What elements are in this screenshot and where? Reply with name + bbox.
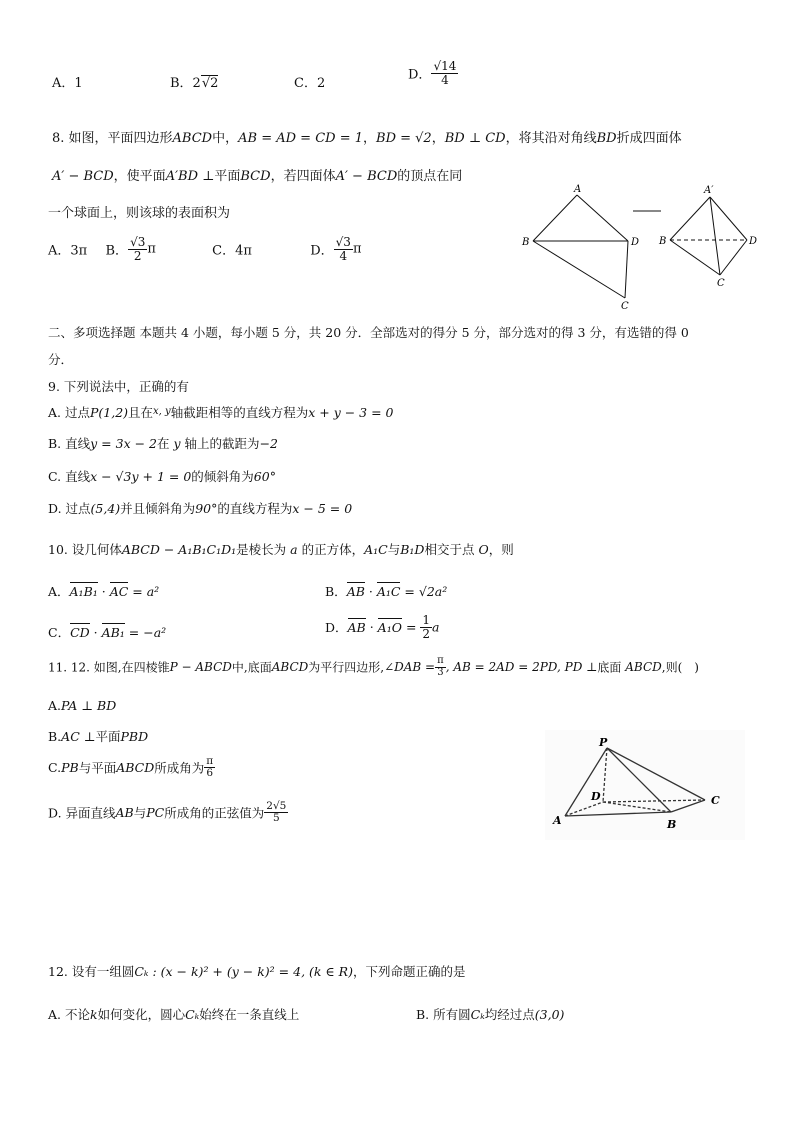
q9-text: C. 直线 bbox=[48, 469, 91, 484]
q12-math: Cₖ bbox=[470, 1007, 485, 1022]
q9-text: D. 过点 bbox=[48, 501, 91, 516]
q8-option-b-suffix: π bbox=[147, 241, 156, 257]
q10-math: ABCD − A₁B₁C₁D₁ bbox=[121, 542, 237, 557]
q8-math: BD bbox=[596, 131, 617, 146]
q11-math: P − ABCD bbox=[169, 660, 232, 674]
q10-text: 与 bbox=[387, 542, 401, 557]
q8-option-b-fraction bbox=[128, 236, 147, 262]
q10-option-c: C．CD · AB₁ = −a² bbox=[48, 625, 167, 640]
q8-figure-planar bbox=[533, 195, 628, 298]
q11-label-c: C bbox=[711, 794, 720, 807]
q10-text: 的正方体， bbox=[301, 542, 365, 557]
q8-label-c2: C bbox=[717, 278, 725, 289]
q10-math: a bbox=[290, 542, 298, 557]
q9-text: 轴截距相等的直线方程为 bbox=[170, 405, 309, 420]
q7-option-a-text: A．1 bbox=[52, 76, 83, 91]
q8-label-b2: B bbox=[659, 236, 667, 247]
q11-math: AB bbox=[115, 805, 134, 821]
q9-math: 90° bbox=[195, 501, 218, 516]
q8-option-b-denominator: 2 bbox=[133, 248, 142, 263]
q11-text: ,则( ) bbox=[661, 660, 699, 675]
q8-label-d2: D bbox=[749, 236, 758, 247]
q8-text: ，将其沿对角线 bbox=[505, 131, 597, 146]
q12-stem bbox=[48, 962, 465, 980]
q9-math: −2 bbox=[259, 436, 278, 451]
q11-text: 11. 12. 如图,在四棱锥 bbox=[48, 660, 170, 675]
q8-option-d-fraction bbox=[334, 236, 353, 262]
q11-option-c-denominator: 6 bbox=[206, 767, 214, 780]
q7-option-d bbox=[408, 60, 458, 86]
q10-vector: A₁O bbox=[377, 619, 402, 635]
q10-option-d-denominator: 2 bbox=[422, 626, 431, 641]
q9-math: x − √3y + 1 = 0 bbox=[90, 469, 192, 484]
q7-option-c-text: C．2 bbox=[294, 76, 326, 91]
q10-option-b-label: B． bbox=[325, 584, 347, 599]
q8-math: A′ − BCD bbox=[335, 169, 398, 184]
q9-text: 轴上的截距为 bbox=[184, 436, 260, 451]
q9-math: y = 3x − 2 bbox=[90, 436, 157, 451]
q12-text: 始终在一条直线上 bbox=[199, 1007, 300, 1022]
q9-math: x + y − 3 = 0 bbox=[308, 405, 394, 420]
q10-math: = a² bbox=[128, 584, 160, 599]
q7-option-a bbox=[52, 72, 83, 91]
q9-math: y bbox=[173, 436, 181, 451]
q12-text: B. 所有圆 bbox=[416, 1007, 471, 1022]
q8-options bbox=[48, 236, 361, 262]
q7-option-b-radical: √2 bbox=[201, 76, 219, 91]
q8-option-d-label: D． bbox=[310, 243, 334, 259]
q8-stem-line1 bbox=[52, 127, 682, 146]
q8-math: BCD bbox=[240, 169, 271, 184]
q7-option-d-label: D． bbox=[408, 67, 432, 83]
q8-text: 中， bbox=[212, 131, 239, 146]
q8-text: 折成四面体 bbox=[616, 131, 682, 146]
q11-option-d-denominator: 5 bbox=[272, 812, 280, 825]
q11-math: PB bbox=[61, 760, 79, 776]
q9-math: (5,4) bbox=[90, 501, 121, 516]
q11-option-d-fraction bbox=[264, 801, 288, 824]
q9-stem-text: 9. 下列说法中，正确的有 bbox=[48, 379, 189, 394]
q11-math: PC bbox=[146, 805, 165, 821]
q8-text: ， bbox=[363, 131, 377, 146]
q11-angle-denominator: 3 bbox=[437, 666, 444, 678]
q12-math: Cₖ : (x − k)² + (y − k)² = 4, (k ∈ R) bbox=[134, 964, 353, 979]
q11-text: B. bbox=[48, 729, 62, 744]
q9-math: 60° bbox=[253, 469, 276, 484]
q10-vector: AC bbox=[109, 584, 129, 599]
q12-text: A. 不论 bbox=[48, 1007, 90, 1022]
q9-text: A. 过点 bbox=[48, 405, 90, 420]
q11-text: D. 异面直线 bbox=[48, 805, 116, 821]
q11-text: 中,底面 bbox=[231, 660, 272, 675]
q12-math: Cₖ bbox=[185, 1007, 200, 1022]
q11-label-p: P bbox=[599, 736, 608, 749]
q12-text: 如何变化，圆心 bbox=[97, 1007, 186, 1022]
q10-vector: CD bbox=[70, 625, 90, 640]
q12-option-b bbox=[416, 1005, 564, 1023]
q12-option-a bbox=[48, 1005, 299, 1023]
q10-option-a-label: A． bbox=[48, 584, 70, 599]
q12-text: 均经过点 bbox=[484, 1007, 535, 1022]
q11-math: PA ⊥ BD bbox=[61, 698, 117, 713]
q10-text: 10. 设几何体 bbox=[48, 542, 122, 557]
q8-stem-line2 bbox=[52, 165, 462, 184]
q8-label-c: C bbox=[621, 301, 629, 312]
q11-option-b bbox=[48, 727, 148, 745]
q10-vector: AB bbox=[347, 619, 366, 635]
q10-text: 相交于点 bbox=[424, 542, 475, 557]
q11-text: 与 bbox=[133, 805, 147, 821]
q8-text: ，使平面 bbox=[113, 169, 166, 184]
q11-label-d: D bbox=[591, 790, 601, 803]
q11-math: AC ⊥ bbox=[61, 729, 96, 744]
q7-option-d-numerator: 14 bbox=[441, 59, 457, 73]
q11-angle-numerator: π bbox=[437, 655, 444, 666]
q9-option-a bbox=[48, 403, 394, 421]
q9-math: P(1,2) bbox=[89, 405, 129, 420]
q8-text: 一个球面上，则该球的表面积为 bbox=[48, 206, 231, 221]
q11-math: ABCD bbox=[271, 660, 309, 674]
q7-option-d-fraction: $\frac{√14}{4}$ bbox=[433, 59, 457, 87]
q11-option-d bbox=[48, 801, 288, 824]
q11-label-b: B bbox=[667, 818, 677, 831]
q8-math: ABCD bbox=[172, 131, 213, 146]
q11-stem bbox=[48, 656, 699, 678]
q9-math: x − 5 = 0 bbox=[292, 501, 353, 516]
q12-math: k bbox=[89, 1007, 98, 1022]
q8-label-a-prime: A′ bbox=[704, 185, 714, 196]
q8-figure bbox=[515, 180, 775, 315]
q8-figure-tetrahedron bbox=[670, 197, 747, 275]
q10-math: = bbox=[401, 619, 421, 635]
q11-option-c bbox=[48, 756, 215, 779]
q10-math: B₁D bbox=[400, 542, 425, 557]
q10-vector: A₁C bbox=[376, 584, 401, 599]
q8-label-b: B bbox=[522, 237, 530, 248]
q11-math: , AB = 2AD = 2PD, PD ⊥ bbox=[445, 660, 598, 674]
q11-text: 与平面 bbox=[78, 760, 117, 776]
q11-text: 平面 bbox=[95, 729, 121, 744]
q8-option-c: C．4π bbox=[212, 243, 252, 259]
q9-stem bbox=[48, 377, 189, 395]
q9-text: 并且倾斜角为 bbox=[120, 501, 196, 516]
q10-stem bbox=[48, 540, 514, 558]
q8-math: BD ⊥ CD bbox=[444, 131, 506, 146]
q9-text: 的直线方程为 bbox=[217, 501, 293, 516]
q10-vector: AB₁ bbox=[101, 625, 125, 640]
q9-text: 且在 bbox=[128, 405, 154, 420]
q11-math: ABCD bbox=[625, 660, 662, 674]
section2-heading-line2: 分． bbox=[48, 352, 74, 367]
q10-option-d-numerator: 1 bbox=[422, 613, 431, 627]
q8-option-d-denominator: 4 bbox=[339, 248, 348, 263]
q11-option-a bbox=[48, 698, 116, 713]
q11-text: 为平行四边形, bbox=[308, 660, 385, 675]
q8-stem-line3 bbox=[48, 202, 230, 221]
q10-math: O bbox=[478, 542, 489, 557]
q10-math: = √2a² bbox=[400, 584, 448, 599]
q9-text: 的倾斜角为 bbox=[191, 469, 254, 484]
q8-text: 8. 如图，平面四边形 bbox=[52, 131, 173, 146]
q11-text: C. bbox=[48, 760, 62, 776]
q8-option-d-numerator: √3 bbox=[335, 235, 351, 249]
q7-option-b-prefix: B．2 bbox=[170, 76, 201, 91]
q10-option-d: D．AB · A₁O = $\frac{1}{2}$ a bbox=[325, 613, 440, 641]
q8-text: ， bbox=[431, 131, 445, 146]
q8-math: AB = AD = CD = 1 bbox=[238, 131, 363, 146]
q12-text: 12. 设有一组圆 bbox=[48, 964, 135, 979]
q10-option-d-label: D． bbox=[325, 620, 348, 636]
q10-option-a: A．A₁B₁ · AC = a² bbox=[48, 584, 160, 599]
q12-math: (3,0) bbox=[534, 1007, 565, 1022]
q10-option-b: B．AB · A₁C = √2a² bbox=[325, 584, 448, 599]
q9-text: B. 直线 bbox=[48, 436, 91, 451]
q8-math: A′BD ⊥ bbox=[165, 169, 215, 184]
q11-math: ABCD bbox=[116, 760, 155, 776]
q8-label-d: D bbox=[631, 237, 640, 248]
q8-text: ，若四面体 bbox=[270, 169, 336, 184]
q9-text: 在 bbox=[157, 436, 170, 451]
q10-vector: A₁B₁ bbox=[69, 584, 98, 599]
q11-option-c-fraction bbox=[204, 756, 215, 779]
q8-text: 平面 bbox=[214, 169, 241, 184]
q10-vector: AB bbox=[346, 584, 365, 599]
q7-option-b-radicand: 2 bbox=[210, 76, 219, 91]
q11-text: 所成角为 bbox=[154, 760, 205, 776]
q7-option-d-denominator: 4 bbox=[441, 72, 449, 87]
q8-option-a: A．3π bbox=[48, 243, 88, 259]
q11-label-a: A bbox=[553, 814, 562, 827]
q11-figure-background bbox=[545, 730, 745, 840]
q8-option-d-suffix: π bbox=[352, 241, 362, 257]
q10-math: a bbox=[432, 619, 440, 635]
q10-option-d-fraction bbox=[420, 614, 432, 640]
q10-option-c-label: C． bbox=[48, 625, 71, 640]
q11-figure bbox=[545, 730, 745, 840]
q9-option-c bbox=[48, 467, 276, 485]
q11-math: PBD bbox=[120, 729, 149, 744]
q10-math: A₁C bbox=[364, 542, 388, 557]
q11-option-c-numerator: π bbox=[206, 755, 214, 767]
q9-math: x, y bbox=[153, 406, 171, 417]
q11-text: 所成角的正弦值为 bbox=[164, 805, 265, 821]
q11-text: 底面 bbox=[597, 660, 622, 675]
q11-text: A. bbox=[48, 698, 62, 713]
q8-option-b-numerator: √3 bbox=[130, 235, 146, 249]
q11-option-d-numerator: 2√5 bbox=[266, 800, 287, 812]
section2-heading-cont bbox=[48, 350, 73, 368]
q9-option-d bbox=[48, 499, 352, 517]
section2-heading-line1: 二、多项选择题 本题共 4 小题，每小题 5 分，共 20 分．全部选对的得分 5 分，部分选对的得 3 分，有选错的得 0 bbox=[48, 325, 689, 340]
q9-option-b bbox=[48, 434, 278, 452]
q7-option-b bbox=[170, 72, 218, 91]
q11-angle-fraction bbox=[435, 656, 446, 678]
q12-text: ，下列命题正确的是 bbox=[352, 964, 466, 979]
q7-option-c bbox=[294, 72, 325, 91]
q10-text: ，则 bbox=[488, 542, 514, 557]
q8-math: A′ − BCD bbox=[52, 169, 114, 184]
section2-heading bbox=[48, 323, 689, 341]
q8-math: BD = √2 bbox=[376, 131, 432, 146]
q8-option-b-label: B． bbox=[105, 243, 129, 259]
q11-math: ∠DAB = bbox=[384, 660, 436, 674]
q8-label-a: A bbox=[574, 184, 582, 195]
q8-text: 的顶点在同 bbox=[397, 169, 463, 184]
q10-text: 是棱长为 bbox=[236, 542, 287, 557]
q10-math: = −a² bbox=[124, 625, 167, 640]
